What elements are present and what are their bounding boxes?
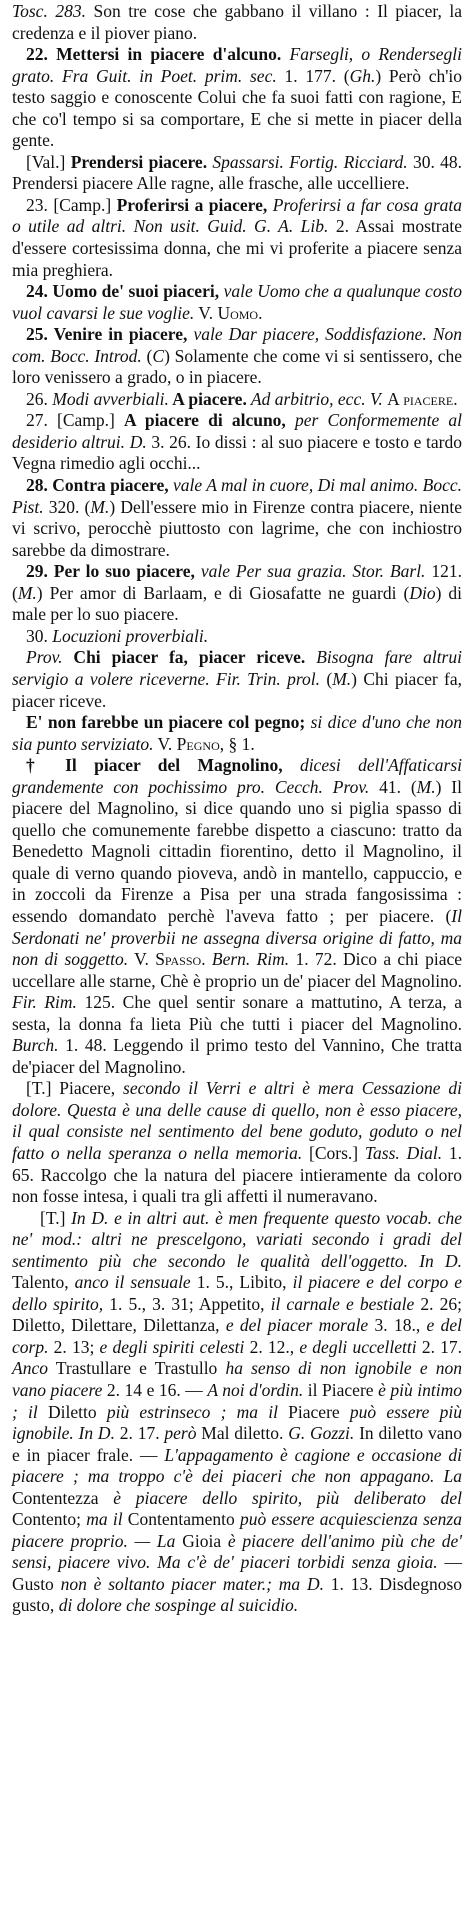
dictionary-entry-e0: [12, 1, 462, 44]
entry-text-run: 2. 26; Diletto, Dilettare, Dilettanza,: [12, 1293, 462, 1336]
entry-text-run: secondo il Verri e altri è mera Cessazione di dolore. Questa è una delle cause di quello, non è esso piacere, il qual consiste nel sentimento del bene goduto, goduto o nel fatto o nella speranza o nella memoria.: [12, 1078, 462, 1163]
entry-text-run: per Conformemente al desiderio altrui. D.: [12, 410, 462, 452]
entry-text-run: 1. 72. Dico a chi piace uccellare alle starne, Chè è proprio un de' piacer del Magnolino.: [12, 949, 463, 991]
entry-text-run: M.: [90, 496, 110, 517]
entry-text-run: [Cors.]: [302, 1142, 365, 1163]
entry-text-run: .: [453, 388, 458, 409]
entry-text-run: V.: [128, 949, 156, 970]
entry-text-run: dicesi dell'Affaticarsi grandemente con pochissimo pro. Cecch. Prov.: [12, 755, 462, 797]
dictionary-entry-e30: [12, 626, 462, 648]
entry-text-run: Chi piacer fa, piacer riceve.: [62, 647, 306, 668]
entry-text-run: , § 1.: [219, 733, 255, 754]
entry-text-run: 29. Per lo suo piacere,: [26, 561, 195, 582]
entry-text-run: — Gusto: [12, 1552, 463, 1594]
entry-text-run: Gioia: [175, 1530, 228, 1551]
entry-text-run: 3. 26. Io dissi : al suo piacere e tosto e tardo Vegna rimedio agli occhi...: [12, 431, 462, 474]
entry-text-run: ) Dell'essere mio in Firenze contra piacere, niente vi scrivo, perocchè piuttosto con lagrime, che con inchiostro sarebbe da dimostrare.: [12, 496, 462, 560]
entry-text-run: (: [141, 345, 153, 366]
entry-text-run: anco il sensuale: [74, 1272, 191, 1293]
entry-text-run: ) di male per lo suo piacere.: [12, 582, 462, 625]
entry-text-run: Gh.: [349, 65, 376, 86]
entry-text-run: più estrinseco ; ma il: [106, 1401, 278, 1422]
entry-text-run: Contentamento: [122, 1509, 240, 1530]
entry-text-run: 1. 13. Disdegnoso gusto,: [12, 1573, 462, 1616]
entry-text-run: Mal diletto.: [196, 1423, 289, 1444]
entry-text-run: M.: [416, 776, 436, 797]
entry-text-run: In diletto vano e in piacer frale. —: [12, 1423, 463, 1465]
entry-text-run: 125. Che quel sentir sonare a mattutino, A terza, a sesta, la donna fa lieta Più che tutti i piacer del Magnolino.: [12, 992, 462, 1034]
entry-text-run: Piacere: [277, 1401, 350, 1422]
entry-text-run: 2. Assai mostrate d'essere cortesissima donna, che mi vi proferite a piacere senza mia preghiera.: [12, 216, 462, 280]
entry-text-run: C: [152, 345, 165, 366]
entry-text-run: e del piacer morale: [225, 1315, 369, 1336]
entry-text-run: E' non farebbe un piacere col pegno;: [26, 712, 306, 733]
entry-text-run: [T.]: [40, 1207, 72, 1228]
entry-text-run: vale Dar piacere, Soddisfazione. Non com. Bocc. Introd.: [12, 324, 462, 366]
dictionary-entry-eprov: [12, 647, 462, 712]
entry-text-run: 30.: [26, 625, 53, 646]
dictionary-entry-epegno: [12, 712, 462, 755]
entry-text-run: ) Chi piacer fa, piacer riceve.: [12, 668, 463, 711]
entry-text-run: Prendersi piacere.: [70, 151, 208, 172]
entry-text-run: Bern. Rim.: [211, 949, 290, 970]
entry-text-run: Tosc. 283.: [12, 1, 86, 21]
entry-text-run: e del corp.: [12, 1315, 462, 1357]
entry-text-run: .: [258, 302, 263, 323]
entry-text-run: In D. e in altri aut. è men frequente questo vocab. che ne' mod.: altri ne prescelgono, variati secondo i gradi del sentimento più che secondo le qualità dell'oggetto. In D.: [12, 1207, 462, 1271]
entry-text-run: 2. 13;: [48, 1336, 100, 1357]
dictionary-entry-e28: [12, 475, 462, 561]
entry-text-run: 28. Contra piacere,: [26, 475, 169, 496]
entry-text-run: 2. 12.,: [244, 1336, 300, 1357]
entry-text-run: Proferirsi a piacere,: [116, 194, 268, 215]
entry-text-run: 30. 48. Prendersi piacere Alle ragne, alle frasche, alle uccelliere.: [12, 151, 463, 194]
entry-text-run: Anco: [12, 1358, 48, 1379]
entry-text-run: Contento;: [12, 1509, 87, 1530]
entry-text-run: 121. (: [12, 561, 462, 603]
entry-text-run: 24. Uomo de' suoi piaceri,: [26, 281, 220, 302]
entry-text-run: 1. 177. (: [276, 65, 350, 86]
entry-text-run: ) Però ch'io testo saggio e conoscente Colui che fa suoi fatti con ragione, E che co'l tempo si sa comportare, E che si mette in piacer della gente.: [12, 65, 463, 151]
entry-text-run: A piacere di alcuno,: [124, 410, 286, 431]
entry-text-run: V.: [194, 302, 218, 323]
entry-text-run: e degli uccelletti: [299, 1336, 417, 1357]
entry-text-run: Spassarsi. Fortig. Ricciard.: [207, 151, 408, 172]
entry-text-run: 27. [Camp.]: [26, 410, 125, 431]
entry-text-run: è piacere dell'animo più che de' sensi, piacere vivo. Ma c'è de' piaceri torbidi senza gioia.: [12, 1530, 463, 1573]
entry-text-run: 2. 17.: [114, 1423, 165, 1444]
entry-text-run: 23. [Camp.]: [26, 194, 117, 215]
dictionary-entry-e27: [12, 410, 462, 475]
dictionary-entry-et1: [12, 1078, 462, 1207]
entry-text-run: Dio: [409, 582, 436, 603]
entry-text-run: G. Gozzi.: [288, 1423, 355, 1444]
entry-text-run: Uomo: [217, 302, 259, 323]
entry-text-run: ma il: [86, 1509, 123, 1530]
entry-text-run: non è soltanto piacer mater.; ma D.: [60, 1573, 324, 1594]
entry-text-run: [Val.]: [26, 151, 71, 172]
entry-text-run: il carnale e bestiale: [270, 1293, 415, 1314]
entry-text-run: vale Per sua grazia. Stor. Barl.: [194, 561, 426, 582]
entry-text-run: M.: [17, 582, 37, 603]
entry-text-run: 2. 17.: [416, 1336, 463, 1357]
dictionary-entry-emagn: [12, 755, 462, 1078]
dictionary-entry-et2: [12, 1208, 462, 1617]
entry-text-run: Diletto: [37, 1401, 107, 1422]
entry-text-run: il piacere e del corpo e dello spirito,: [12, 1272, 462, 1314]
entry-text-run: ha senso di non ignobile e non vano piacere: [12, 1358, 462, 1400]
entry-text-run: 22. Mettersi in piacere d'alcuno.: [26, 44, 282, 65]
dictionary-entry-e24: [12, 281, 462, 324]
entry-text-run: può essere più ignobile. In D.: [12, 1401, 462, 1444]
entry-text-run: † Il piacer del Magnolino,: [26, 755, 283, 776]
entry-text-run: il Piacere: [303, 1380, 379, 1400]
entry-text-run: Pegno: [176, 733, 220, 754]
entry-text-run: Proferirsi a far cosa grata o utile ad altri. Non usit. Guid. G. A. Lib.: [12, 194, 462, 237]
entry-text-run: Son tre cose che gabbano il villano : Il piacer, la credenza e il piover piano.: [12, 1, 462, 43]
entry-text-run: Prov.: [26, 647, 63, 668]
entry-text-run: 3. 18.,: [368, 1315, 427, 1336]
entry-text-run: A piacere: [387, 388, 454, 409]
entry-text-run: 1. 5., Libito,: [190, 1272, 293, 1293]
entry-text-run: 320. (: [43, 496, 91, 517]
entry-text-run: (: [320, 668, 333, 689]
entry-text-run: Talento,: [12, 1272, 75, 1293]
entry-text-run: 2. 14 e 16. —: [102, 1380, 208, 1400]
dictionary-entry-e23: [12, 195, 462, 281]
entry-text-run: M.: [332, 668, 352, 689]
entry-text-run: è piacere dello spirito, più deliberato del: [113, 1487, 463, 1508]
entry-text-run: Burch.: [12, 1035, 59, 1056]
entry-text-run: 26.: [26, 388, 53, 409]
entry-text-run: si dice d'uno che non sia punto serviziato.: [12, 712, 462, 754]
entry-text-run: A piacere.: [168, 388, 247, 409]
entry-text-run: ) Solamente che come vi si sentissero, che loro venissero a grado, o in piacere.: [12, 345, 463, 388]
entry-text-run: .: [201, 949, 212, 970]
entry-text-run: Ad arbitrio, ecc. V.: [246, 388, 388, 409]
entry-text-run: Il Serdonati ne' proverbii ne assegna diversa origine di fatto, ma non di soggetto.: [12, 905, 462, 970]
entry-text-run: però: [164, 1423, 197, 1444]
entry-text-run: Modi avverbiali.: [52, 388, 169, 409]
entry-text-run: è più intimo ; il: [12, 1380, 462, 1422]
entry-text-run: Bisogna fare altrui servigio a volere riceverne. Fir. Trin. prol.: [12, 647, 462, 689]
entry-text-run: Trastullare e Trastullo: [47, 1358, 226, 1379]
entry-text-run: 25. Venire in piacere,: [26, 324, 188, 345]
entry-text-run: 41. (: [369, 776, 417, 797]
entry-text-run: e degli spiriti celesti: [99, 1336, 245, 1357]
entry-text-run: 1. 65. Raccolgo che la natura del piacere intieramente da coloro non fosse intesa, i quali tra gli affetti il numeravano.: [12, 1142, 463, 1207]
dictionary-entry-e25: [12, 324, 462, 389]
entry-text-run: può essere acquiescienza senza piacere proprio. — La: [12, 1509, 462, 1551]
entry-text-run: vale Uomo che a qualunque costo vuol cavarsi le sue voglie.: [12, 281, 463, 323]
entry-text-run: ) Per amor di Barlaam, e di Giosafatte ne guardi (: [36, 582, 410, 603]
entry-text-run: 1. 5., 3. 31; Appetito,: [103, 1293, 271, 1314]
dictionary-entry-e22: [12, 44, 462, 152]
entry-text-run: Fir. Rim.: [12, 992, 77, 1013]
entry-text-run: Tass. Dial.: [364, 1142, 443, 1163]
entry-text-run: V.: [153, 733, 177, 754]
entry-text-run: Farsegli, o Rendersegli grato. Fra Guit. in Poet. prim. sec.: [12, 44, 463, 86]
entry-text-run: L'appagamento è cagione e occasione di piacere ; ma troppo c'è dei piaceri che non appagano. La: [12, 1444, 462, 1487]
entry-text-run: A noi d'ordin.: [207, 1380, 304, 1400]
entry-text-run: Locuzioni proverbiali.: [52, 625, 209, 646]
entry-text-run: di dolore che sospinge al suicidio.: [58, 1595, 299, 1616]
entry-text-run: [T.] Piacere,: [26, 1078, 124, 1099]
entry-text-run: vale A mal in cuore, Di mal animo. Bocc. Pist.: [12, 475, 462, 517]
dictionary-entry-eval: [12, 152, 462, 195]
entry-text-run: Spasso: [155, 949, 202, 970]
dictionary-entry-e26: [12, 389, 462, 411]
entry-text-run: Contentezza: [12, 1487, 114, 1508]
entry-text-run: 1. 48. Leggendo il primo testo del Vannino, Che tratta de'piacer del Magnolino.: [12, 1035, 462, 1077]
dictionary-entry-e29: [12, 561, 462, 626]
entry-text-run: ) Il piacere del Magnolino, si dice quando uno si piglia spasso di quello che comunemente farebbe dispetto a ciascuno: tratto da Benedetto Magnoli cittadin fiorentino, detto il Magnolino, il quale di verno quando pioveva, andò in mantello, cappuccio, e in zoccoli da Firenze a Pisa per una strada fangosissima : essendo domandato perchè l'aveva fatto ; per piacere. (: [12, 776, 462, 926]
